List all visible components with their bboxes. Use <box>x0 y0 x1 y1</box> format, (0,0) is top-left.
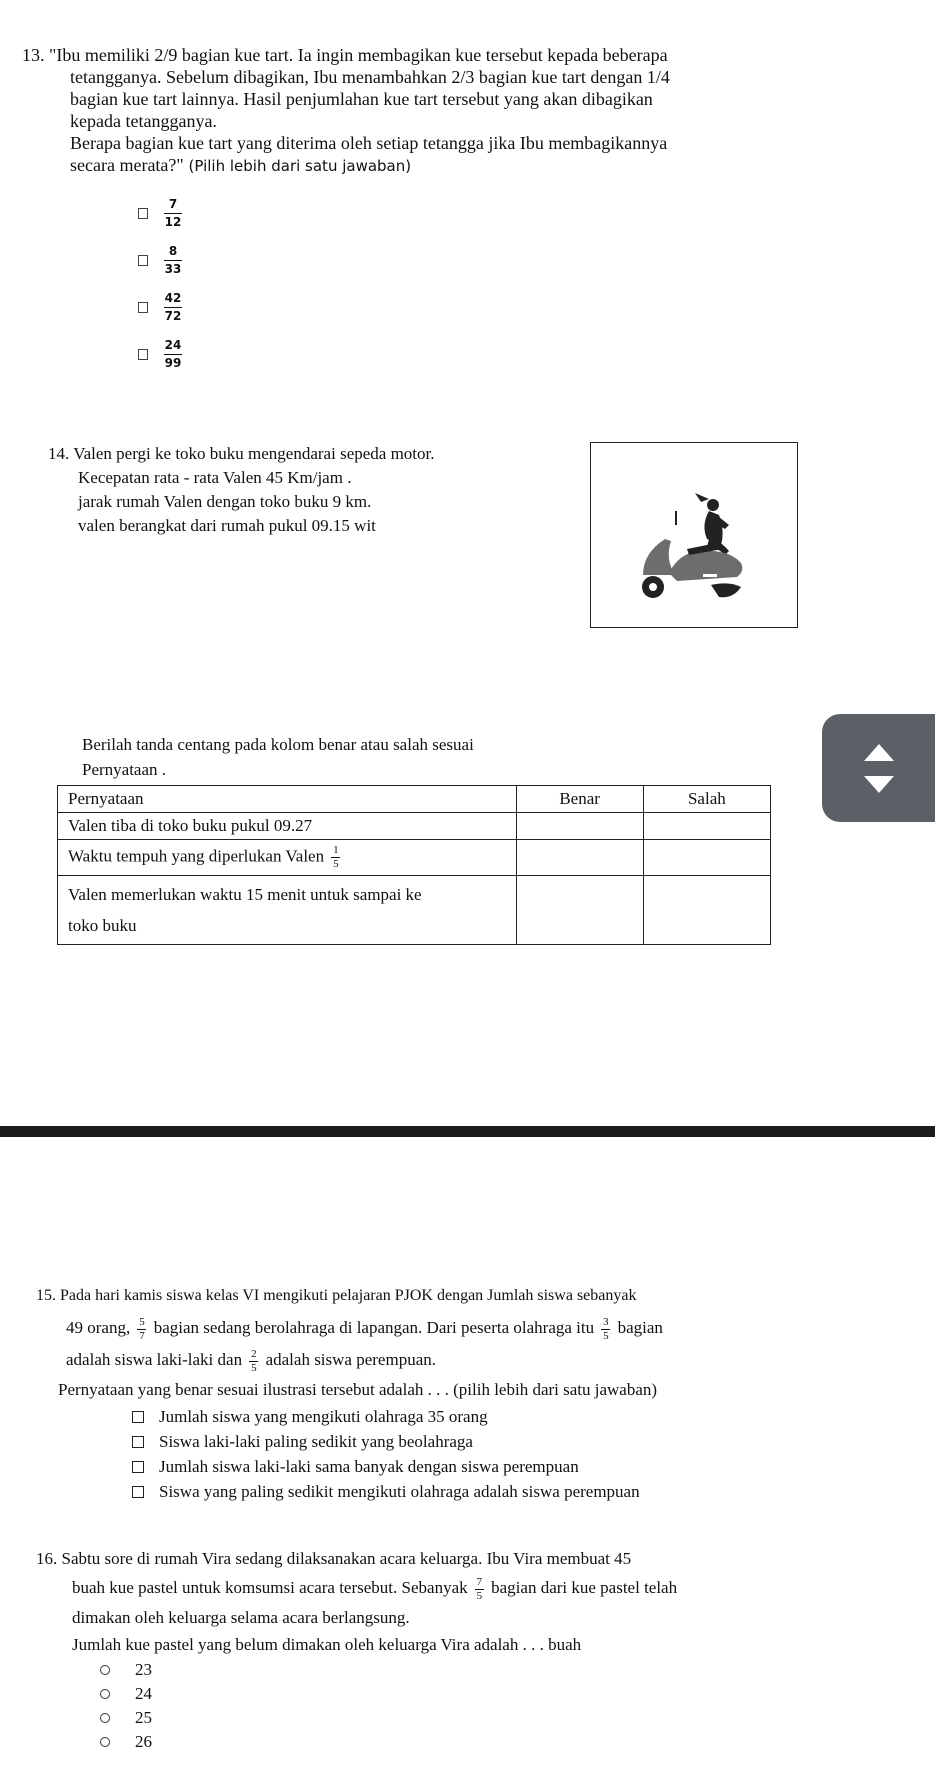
table-header-row <box>58 786 771 813</box>
q15-line: 15. Pada hari kamis siswa kelas VI mengikuti pelajaran PJOK dengan Jumlah siswa sebanyak <box>36 1287 637 1304</box>
q13-option-2[interactable] <box>138 245 182 276</box>
table-row <box>58 813 771 840</box>
header-true: Benar <box>516 786 643 813</box>
q13-option-4[interactable] <box>138 339 182 370</box>
table-row <box>58 840 771 876</box>
table-row <box>58 876 771 945</box>
q13-option-3[interactable] <box>138 292 182 323</box>
instruction-line: Pernyataan . <box>82 760 167 779</box>
fraction: $\frac{5}{7}$ <box>139 1315 145 1342</box>
checkbox[interactable] <box>138 349 148 360</box>
question-13 <box>22 44 822 177</box>
scooter-illustration-box <box>590 442 798 628</box>
header-false: Salah <box>643 786 770 813</box>
q16-line: Jumlah kue pastel yang belum dimakan oleh keluarga Vira adalah . . . buah <box>72 1635 582 1654</box>
fraction: $\frac{42}{72}$ <box>164 291 182 323</box>
q15-line: Pernyataan yang benar sesuai ilustrasi tersebut adalah . . . (pilih lebih dari satu jawaban) <box>58 1380 658 1399</box>
checkbox[interactable] <box>132 1486 144 1498</box>
scooter-rider-icon <box>591 443 796 626</box>
q16-option-2[interactable]: 24 <box>36 1682 916 1706</box>
q14-instructions <box>82 732 474 782</box>
radio-circle-icon[interactable] <box>100 1689 110 1699</box>
checkbox[interactable] <box>132 1461 144 1473</box>
q14-line: jarak rumah Valen dengan toko buku 9 km. <box>78 492 372 511</box>
q13-line: bagian kue tart lainnya. Hasil penjumlahan kue tart tersebut yang akan dibagikan <box>70 89 653 109</box>
q13-question-end: secara merata?" <box>70 155 184 175</box>
fraction: $\frac{1}{5}$ <box>333 844 339 870</box>
q13-line <box>22 154 822 177</box>
checkbox[interactable] <box>132 1436 144 1448</box>
fraction: $\frac{8}{33}$ <box>164 244 182 276</box>
scroll-up-icon[interactable] <box>864 744 894 761</box>
checkbox[interactable] <box>132 1411 144 1423</box>
q16-option-1[interactable]: 23 <box>36 1658 916 1682</box>
radio-circle-icon[interactable] <box>100 1665 110 1675</box>
instruction-line: Berilah tanda centang pada kolom benar atau salah sesuai <box>82 735 474 754</box>
statement-cell: Waktu tempuh yang diperlukan Valen $\frac{1}{5}$ <box>58 840 517 876</box>
q16-line: buah kue pastel untuk komsumsi acara tersebut. Sebanyak $\frac{7}{5}$ bagian dari kue pastel telah <box>72 1575 678 1602</box>
radio-circle-icon[interactable] <box>100 1737 110 1747</box>
checkbox[interactable] <box>138 255 148 266</box>
q13-option-1[interactable] <box>138 198 182 229</box>
q13-line: tetangganya. Sebelum dibagikan, Ibu menambahkan 2/3 bagian kue tart dengan 1/4 <box>70 67 670 87</box>
true-cell[interactable] <box>516 876 643 945</box>
question-16 <box>36 1545 916 1754</box>
false-cell[interactable] <box>643 876 770 945</box>
q15-option-1[interactable]: Jumlah siswa yang mengikuti olahraga 35 orang <box>36 1404 916 1429</box>
fraction: $\frac{7}{12}$ <box>164 197 182 229</box>
q14-line: Kecepatan rata - rata Valen 45 Km/jam . <box>78 468 352 487</box>
fraction: $\frac{24}{99}$ <box>164 338 182 370</box>
q13-instruction: (Pilih lebih dari satu jawaban) <box>183 157 412 175</box>
question-14 <box>48 442 548 538</box>
checkbox[interactable] <box>138 208 148 219</box>
q16-option-4[interactable]: 26 <box>36 1730 916 1754</box>
q15-option-4[interactable]: Siswa yang paling sedikit mengikuti olahraga adalah siswa perempuan <box>36 1479 916 1504</box>
q13-line: 13. "Ibu memiliki 2/9 bagian kue tart. Ia ingin membagikan kue tersebut kepada beberapa <box>22 45 668 65</box>
q15-line: adalah siswa laki-laki dan $\frac{2}{5}$ adalah siswa perempuan. <box>66 1347 436 1374</box>
q14-line: valen berangkat dari rumah pukul 09.15 wit <box>78 516 376 535</box>
radio-circle-icon[interactable] <box>100 1713 110 1723</box>
fraction: $\frac{3}{5}$ <box>603 1315 609 1342</box>
q13-line: Berapa bagian kue tart yang diterima oleh setiap tetangga jika Ibu membagikannya <box>70 133 668 153</box>
statement-cell: Valen tiba di toko buku pukul 09.27 <box>58 813 517 840</box>
q14-line: 14. Valen pergi ke toko buku mengendarai sepeda motor. <box>48 444 435 463</box>
q16-option-3[interactable]: 25 <box>36 1706 916 1730</box>
checkbox[interactable] <box>138 302 148 313</box>
header-statement: Pernyataan <box>58 786 517 813</box>
q15-option-2[interactable]: Siswa laki-laki paling sedikit yang beolahraga <box>36 1429 916 1454</box>
scroll-down-icon[interactable] <box>864 776 894 793</box>
page-divider <box>0 1126 935 1137</box>
statement-cell: Valen memerlukan waktu 15 menit untuk sampai ke toko buku <box>58 876 517 945</box>
false-cell[interactable] <box>643 813 770 840</box>
true-cell[interactable] <box>516 840 643 876</box>
scroll-widget[interactable] <box>822 714 935 822</box>
false-cell[interactable] <box>643 840 770 876</box>
statement-table <box>57 785 771 945</box>
q16-line: dimakan oleh keluarga selama acara berlangsung. <box>72 1608 410 1627</box>
fraction: $\frac{2}{5}$ <box>251 1347 257 1374</box>
true-cell[interactable] <box>516 813 643 840</box>
question-15 <box>36 1280 916 1504</box>
q13-line: kepada tetangganya. <box>70 111 217 131</box>
fraction: $\frac{7}{5}$ <box>476 1575 483 1602</box>
q16-line: 16. Sabtu sore di rumah Vira sedang dilaksanakan acara keluarga. Ibu Vira membuat 45 <box>36 1549 632 1568</box>
q15-option-3[interactable]: Jumlah siswa laki-laki sama banyak dengan siswa perempuan <box>36 1454 916 1479</box>
q15-line: 49 orang, $\frac{5}{7}$ bagian sedang berolahraga di lapangan. Dari peserta olahraga itu $\frac{3}{5}$ bagian <box>66 1315 663 1342</box>
